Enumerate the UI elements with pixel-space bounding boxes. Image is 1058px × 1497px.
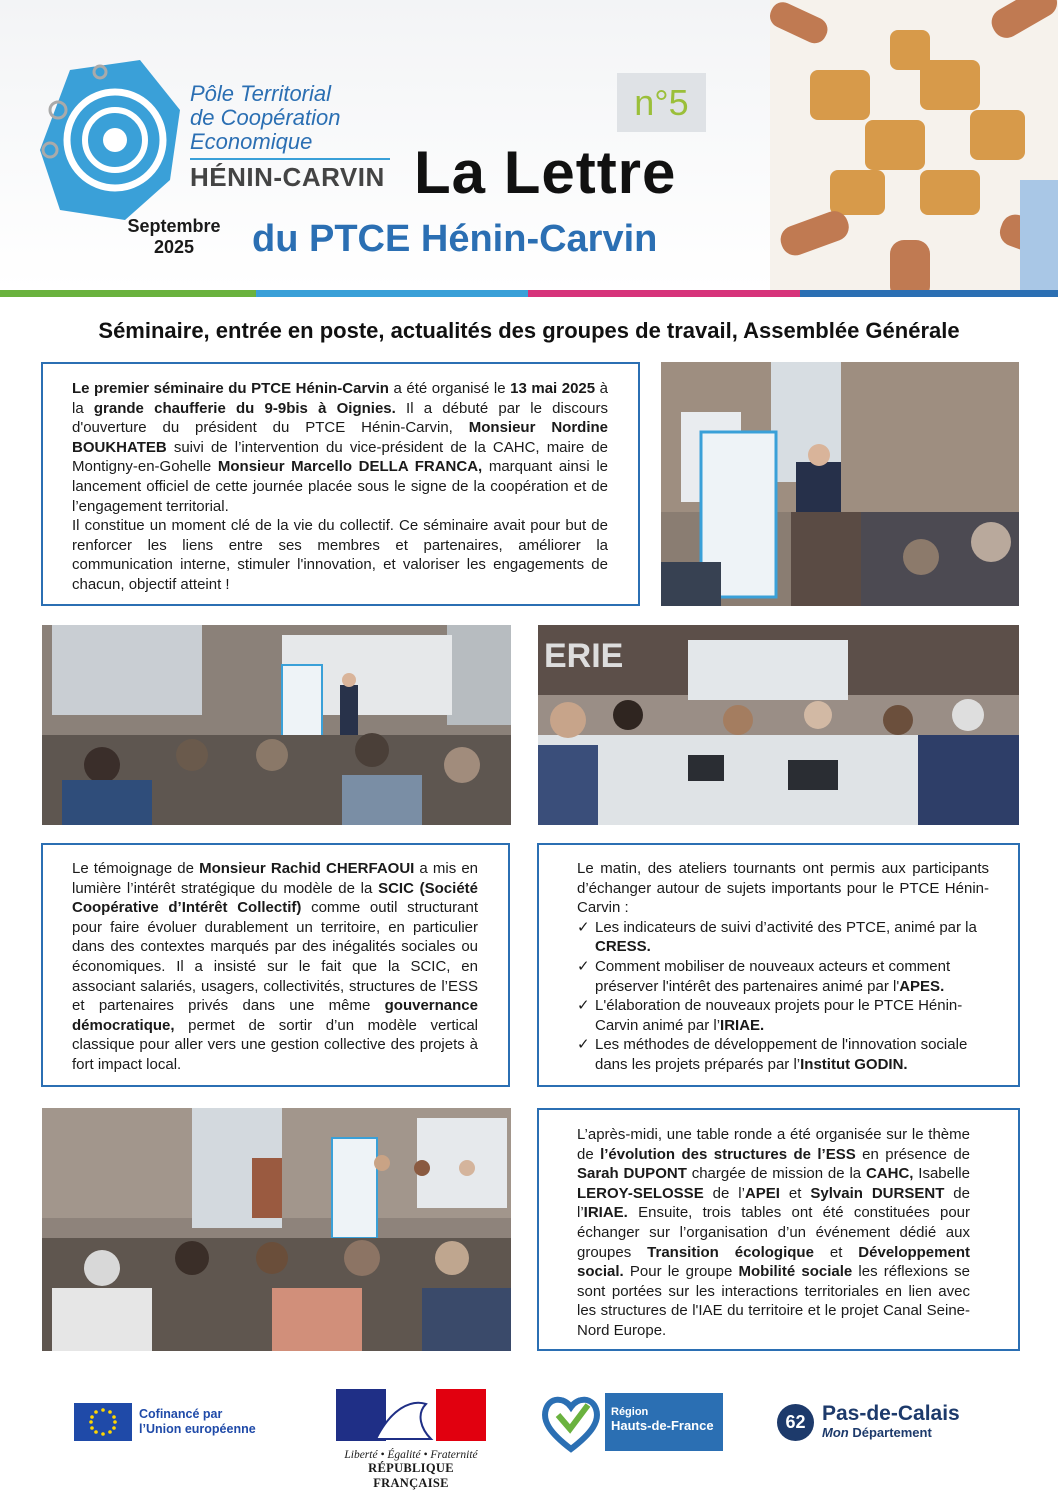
seminar-goal-paragraph: Il constitue un moment clé de la vie du collectif. Ce séminaire avait pour but de renforcer les liens entre ses membres et partenaires, améliorer la communication interne, stimuler l'innovation, et valoriser les engagements de chacun, objectif atteint !: [72, 517, 608, 593]
photo-president-speech: [661, 362, 1019, 606]
pas-de-calais-text: Pas-de-Calais Mon Département: [822, 1402, 960, 1440]
puzzle-hands-image: [770, 0, 1058, 290]
afternoon-roundtable-paragraph: L’après-midi, une table ronde a été organisée sur le thème de l’évolution des structures de l’ESS en présence de Sarah DUPONT chargée de mission de la CAHC, Isabelle LEROY-SELOSSE de l’APEI et Sylvain DURSENT de l’IRIAE. Ensuite, trois tables ont été constituées pour échanger sur l’organisation d’un événement dédié aux groupes Transition écologique et Développement social. Pour le groupe Mobilité sociale les réflexions se sont portées sur les interactions territoriales en lien avec les structures de l'IAE du territoire et le projet Canal Seine-Nord Europe.: [577, 1126, 971, 1339]
afternoon-roundtable-box: [537, 1108, 1020, 1351]
logo-organisation-name: Pôle Territorial de Coopération Economique: [190, 81, 341, 154]
seminar-intro-paragraph: Le premier séminaire du PTCE Hénin-Carvin a été organisé le 13 mai 2025 à la grande chaufferie du 9-9bis à Oignies. Il a débuté par le discours d'ouverture du président du PTCE Hénin-Carvin, Monsieur Nordine BOUKHATEB suivi de l’intervention du vice-président de la CAHC, maire de Montigny-en-Gohelle Monsieur Marcello DELLA FRANCA, marquant ainsi le lancement officiel de cette journée placée sous le signe de la coopération et de l’engagement territorial.: [72, 380, 609, 515]
republique-francaise-logo: [336, 1389, 486, 1491]
issue-number: n°5: [617, 73, 706, 132]
photo-workshop-tables: [538, 625, 1019, 825]
issue-date: Septembre 2025: [127, 216, 221, 257]
workshop-item: ✓ Les méthodes de développement de l'innovation sociale dans les projets préparés par l’Institut GODIN.: [577, 1036, 968, 1073]
photo-audience: [42, 625, 511, 825]
marianne-flag-icon: [336, 1389, 486, 1441]
eu-cofunding-logo: [74, 1403, 256, 1441]
eu-cofunding-text: Cofinancé par l’Union européenne: [139, 1407, 256, 1436]
checkmark-icon: ✓: [577, 957, 590, 975]
photo-round-table: [42, 1108, 511, 1351]
photo-backdrop-text: ERIE: [544, 637, 624, 675]
department-number-badge: 62: [777, 1404, 814, 1441]
scic-testimony-box: [41, 843, 510, 1087]
seminar-intro-box: [41, 362, 640, 606]
eu-flag-icon: [74, 1403, 132, 1441]
morning-workshops-box: [537, 843, 1020, 1087]
workshop-item: ✓ L'élaboration de nouveaux projets pour le PTCE Hénin-Carvin animé par l’IRIAE.: [577, 997, 963, 1034]
color-bar-blue: [256, 290, 528, 297]
newsletter-title: La Lettre: [414, 139, 677, 206]
color-bar-green: [0, 290, 256, 297]
headline: Séminaire, entrée en poste, actualités des groupes de travail, Assemblée Générale: [98, 318, 960, 343]
region-hdf-logo: [540, 1391, 723, 1453]
workshop-item: ✓ Comment mobiliser de nouveaux acteurs et comment préserver l'intérêt des partenaires animé par l'APES.: [577, 957, 951, 995]
checkmark-icon: ✓: [577, 1036, 590, 1054]
ptce-logo-graphic: [30, 50, 195, 230]
morning-workshops-intro: Le matin, des ateliers tournants ont permis aux participants d’échanger autour de sujets importants pour le PTCE Hénin-Carvin :: [577, 860, 989, 917]
color-bar-pink: [528, 290, 800, 297]
region-hdf-text: Région Hauts-de-France: [605, 1393, 723, 1451]
newsletter-subtitle: du PTCE Hénin-Carvin: [252, 218, 658, 260]
color-bar-darkblue: [800, 290, 1058, 297]
workshop-list: [577, 918, 989, 1075]
checkmark-icon: ✓: [577, 918, 590, 936]
logo-city: HÉNIN-CARVIN: [190, 158, 390, 193]
workshop-item: ✓ Les indicateurs de suivi d’activité des PTCE, animé par la CRESS.: [577, 918, 977, 956]
pas-de-calais-logo: [777, 1403, 960, 1441]
rf-name: RÉPUBLIQUE FRANÇAISE: [368, 1461, 454, 1490]
heart-map-icon: [540, 1391, 602, 1453]
checkmark-icon: ✓: [577, 997, 590, 1015]
scic-testimony-paragraph: Le témoignage de Monsieur Rachid CHERFAOUI a mis en lumière l’intérêt stratégique du modèle de la SCIC (Société Coopérative d’Intérêt Collectif) comme outil structurant pour faire évoluer durablement un territoire, en particulier dans des contextes marqués par des inégalités sociales ou économiques. Il a insisté sur le fait que la SCIC, en associant salariés, usagers, collectivités, structures de l’ESS et partenaires privés dans une même gouvernance démocratique, permet de sortir d’un modèle vertical classique pour aller vers une gestion collective des projets à fort impact local.: [72, 860, 479, 1073]
rf-motto: Liberté • Égalité • Fraternité: [344, 1449, 478, 1461]
